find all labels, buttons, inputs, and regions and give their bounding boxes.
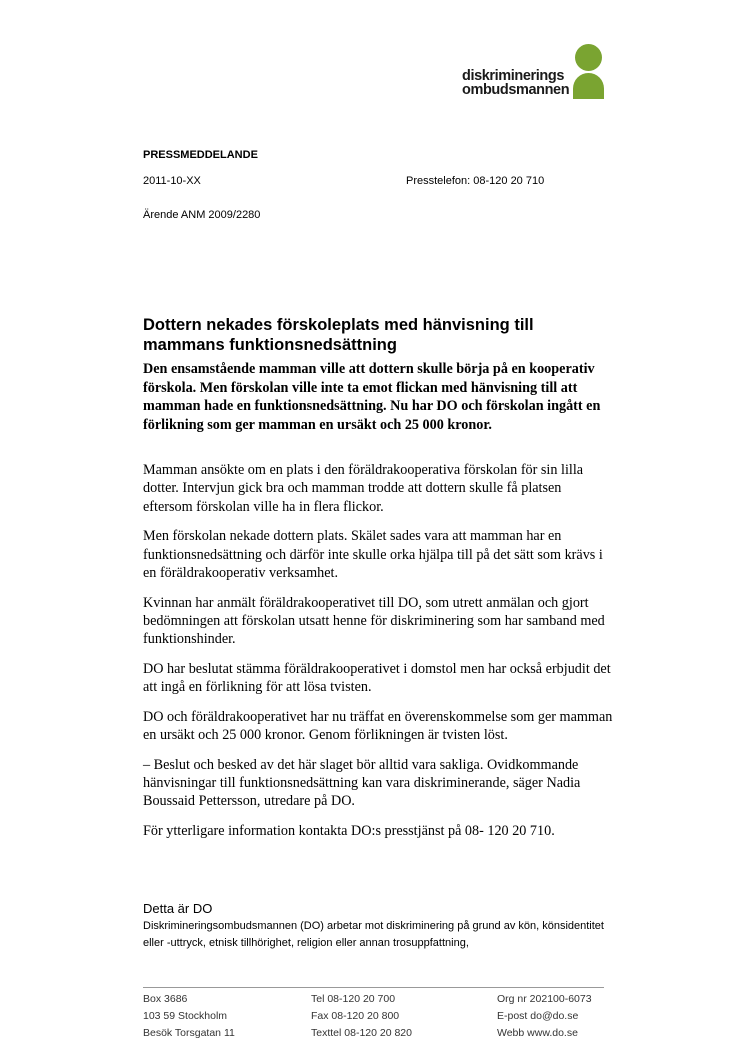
release-date: 2011-10-XX (143, 175, 201, 187)
footer-address-line: 103 59 Stockholm (143, 1010, 228, 1022)
headline: Dottern nekades förskoleplats med hänvisning till mammans funktionsnedsättning (143, 316, 534, 354)
body-paragraph: Mamman ansökte om en plats i den föräldrakooperativa förskolan för sin lilla dotter. Intervjun gick bra och mamman trodde att dottern skulle få platsen eftersom förskolan ville ha in flera flickor. (143, 462, 584, 515)
logo-line-2: ombudsmannen (462, 82, 570, 98)
footer-phone-line: Fax 08-120 20 800 (311, 1010, 400, 1022)
person-head-icon (575, 44, 602, 71)
about-text: Diskrimineringsombudsmannen (DO) arbetar mot diskriminering på grund av kön, könsidentitet eller -uttryck, etnisk tillhörighet, religion eller annan trosuppfattning, (143, 920, 604, 949)
body-paragraph: DO och föräldrakooperativet har nu träffat en överenskommelse som ger mamman en ursäkt och 25 000 kronor. Genom förlikningen är tvisten löst. (143, 708, 613, 744)
footer-address (143, 991, 235, 1042)
footer-address-line: Box 3686 (143, 993, 188, 1005)
press-phone: Presstelefon: 08-120 20 710 (406, 175, 545, 187)
body-paragraph: DO har beslutat stämma föräldrakooperativet i domstol men har också erbjudit det att ingå en förlikning för att lösa tvisten. (143, 660, 611, 696)
footer-contact-line: Webb www.do.se (497, 1027, 578, 1039)
footer-divider (143, 987, 604, 988)
body-paragraph: För ytterligare information kontakta DO:s presstjänst på 08- 120 20 710. (143, 823, 555, 840)
body-paragraph: Men förskolan nekade dottern plats. Skälet sades vara att mamman har en funktionsnedsättning och därför inte skulle orka hjälpa till på det sätt som krävs i en föräldrakooperativ verksamhet. (143, 528, 603, 581)
footer-contact-line: E-post do@do.se (497, 1010, 579, 1022)
footer-contact-line: Org nr 202100-6073 (497, 993, 592, 1005)
footer-contact (497, 991, 592, 1042)
document-type-label: PRESSMEDDELANDE (143, 149, 258, 161)
person-body-icon (573, 73, 604, 99)
footer-phones (311, 991, 412, 1042)
footer-phone-line: Texttel 08-120 20 820 (311, 1027, 412, 1039)
body-paragraph: – Beslut och besked av det här slaget bör alltid vara sakliga. Ovidkommande hänvisningar till funktionsnedsättning kan vara diskriminerande, säger Nadia Boussaid Pettersson, utredare på DO. (143, 756, 581, 810)
body-paragraph: Kvinnan har anmält föräldrakooperativet till DO, som utrett anmälan och gjort bedömningen att förskolan utsatt henne för diskriminering som har samband med funktionshinder. (143, 594, 605, 648)
article-body (143, 461, 613, 852)
case-reference: Ärende ANM 2009/2280 (143, 209, 261, 221)
logo-line-1: diskriminerings (462, 68, 564, 84)
footer-address-line: Besök Torsgatan 11 (143, 1027, 235, 1039)
footer-phone-line: Tel 08-120 20 700 (311, 993, 396, 1005)
lead-paragraph: Den ensamstående mamman ville att dottern skulle börja på en kooperativ förskola. Men förskolan ville inte ta emot flickan med hänvisning till att mamman hade en funktionsnedsättning. Nu har DO och förskolan ingått en förlikning som ger mamman en ursäkt och 25 000 kronor. (143, 361, 601, 433)
do-logo (462, 42, 607, 100)
about-title: Detta är DO (143, 901, 213, 916)
logo-wordmark (462, 69, 569, 97)
